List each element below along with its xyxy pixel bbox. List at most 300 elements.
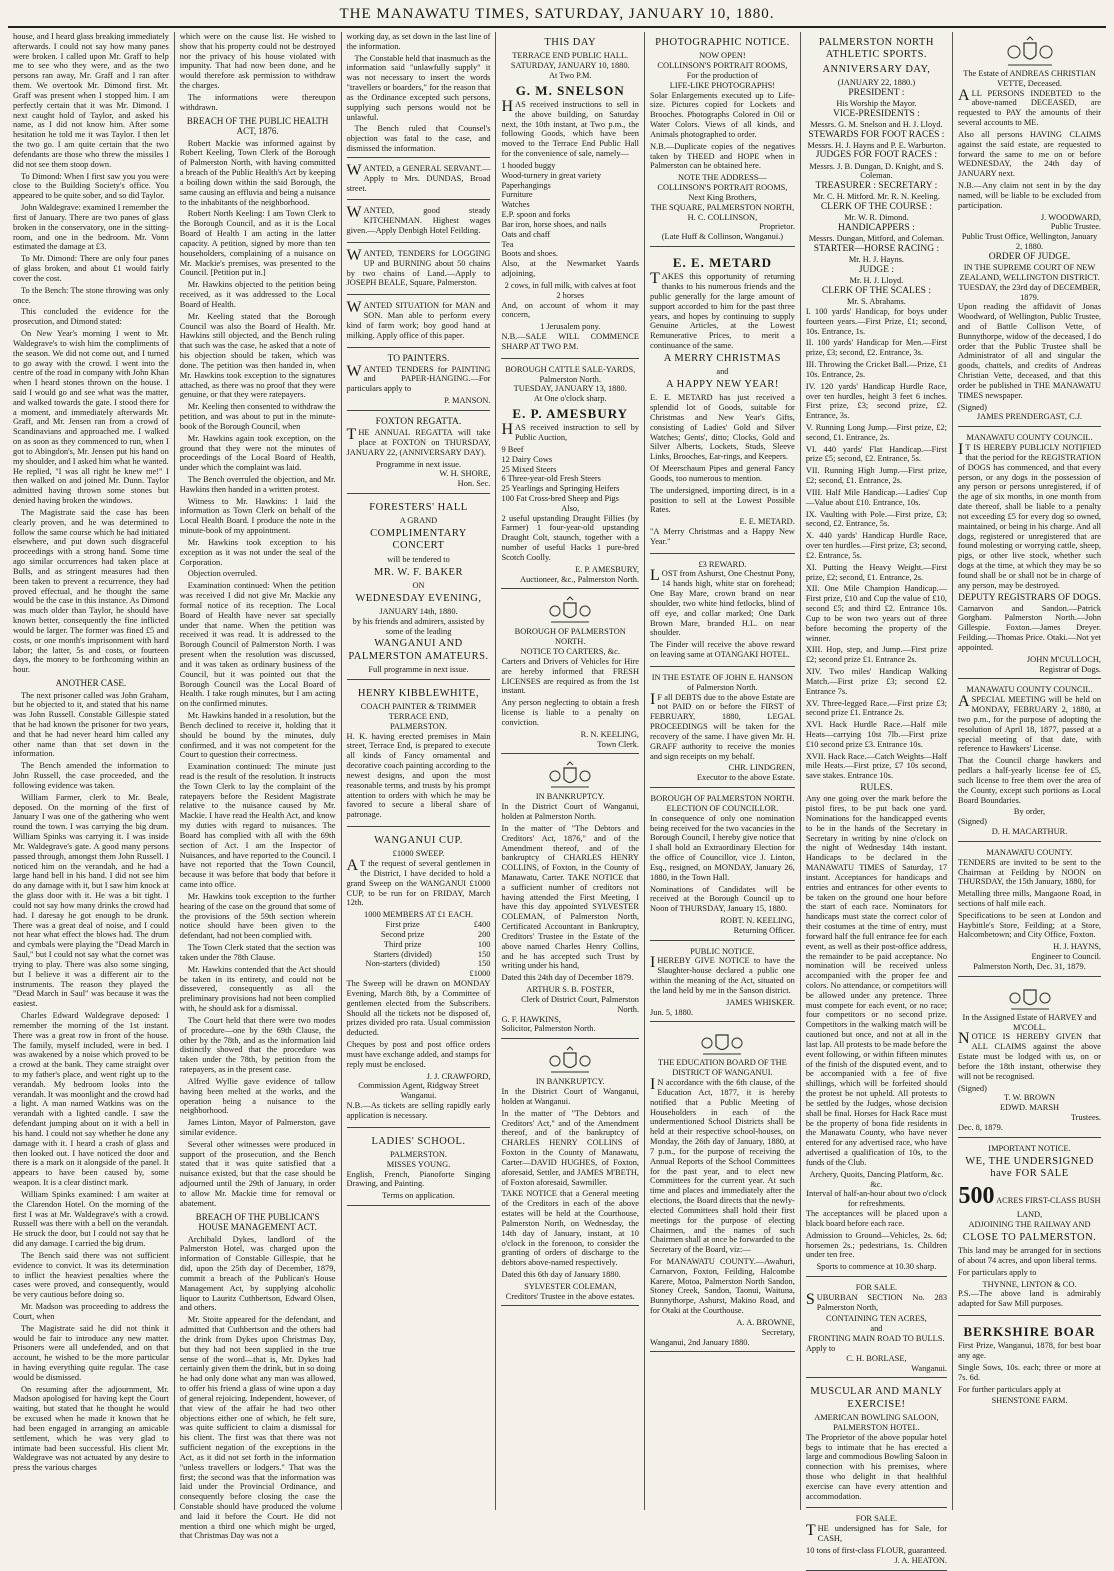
ad-text: IT IS HEREBY PUBLICLY NOTIFIED that the period for the REGISTRATION of DOGS has commenced, and that every person, or any dogs in the possession of any person or persons unregistered, if of the age of six months, in one month from date thereof, shall be liable to a penalty not exceeding £5 for every dog so owned, maintained, or being in his charge. And all dogs, registered or unregistered that are found molesting or worrying cattle, sheep, pigs, or other live stock, whether such dogs at the time, at which they may be so found shall be or shall not be in charge of any person, may be destroyed. — [958, 441, 1102, 590]
ad-signature-role: Hon. Sec. — [457, 479, 491, 489]
ad-title: WANGANUI CUP. — [374, 835, 463, 847]
ad-text: Of Meerschaum Pipes and general Fancy Goods, too numerous to mention. — [650, 464, 795, 483]
ad-text: ADJOINING THE RAILWAY AND — [968, 1220, 1091, 1230]
ad-subtitle: DEPUTY REGISTRARS OF DOGS. — [958, 592, 1101, 603]
event-item: XIII. Hop, step, and Jump.—First prize £2; second prize £1. Entrance 2s. — [805, 645, 948, 665]
ad-signature: E. P. AMESBURY, — [575, 564, 639, 574]
officer-role: JUDGES FOR FOOT RACES : — [815, 150, 938, 161]
ad-text: Apply to — [805, 1343, 836, 1353]
ad-address: PALMERSTON HOTEL. — [833, 1422, 920, 1432]
ad-photographic — [650, 32, 795, 247]
ad-date: Dec. 8, 1879. — [958, 1122, 1003, 1132]
sale-item: Furniture — [501, 190, 533, 200]
article-paragraph: Robert North Keeling: I am Town Clerk to the Borough Council, and as it is the Local Board of Health I am acting in the latter capacity. A petition, signed by more than ten householders, complaining of a nuisance on Mr. Mackie's premises, was presented to the Council. [Petition put in.] — [179, 209, 336, 278]
ad-date: Dated this 24th day of December 1879. — [501, 973, 634, 983]
article-paragraph: Robert Mackie was informed against by Robert Keeling, Town Clerk of the Borough of Palmerston North, with having committed a breach of the Public Health's Act by keeping a boiling down within the said Borough, the same causing an effluvia and being a nuisance to the inhabitants of the neighborhood. — [179, 138, 336, 207]
ad-signature: D. H. MACARTHUR. — [991, 827, 1068, 837]
ad-title: IMPORTANT NOTICE. — [988, 1143, 1071, 1153]
ad-highlight: LIFE-LIKE PHOTOGRAPHS! — [669, 80, 776, 90]
ad-title: The Estate of ANDREAS CHRISTIAN VETTE, Deceased. — [963, 69, 1096, 88]
ad-for-sale-section — [806, 1280, 947, 1378]
ad-berkshire-boar — [958, 1319, 1101, 1410]
ad-bankruptcy-2 — [501, 1042, 639, 1306]
ad-text: In the District Court of Wanganui, holden at Palmerston North. — [501, 802, 639, 822]
ad-text: English, French, Pianoforte Singing Drawing, and Painting. — [346, 1169, 491, 1189]
ad-text: H. K. having erected premises in Main street, Terrace End, is prepared to execute all kinds of Fancy ornamental and decorative coach painting according to the newest designs, and upon the most reasonable terms, and trusts by his prompt attention to orders with which he may be favored to secure a liberal share of patronage. — [346, 731, 491, 820]
article-paragraph: working day, as set down in the last line of the information. — [346, 32, 491, 51]
article-paragraph: Mr. Hawkins took exception to his exception as it was not under the seal of the Corporation. — [179, 537, 336, 567]
ad-athletic-sports — [806, 32, 947, 1277]
article-paragraph: Objection overruled. — [187, 569, 258, 579]
ad-signature: ROBT. N. KEELING, — [720, 915, 795, 925]
event-item: IV. 120 yards' Handicap Hurdle Race, over ten hurdles, height 3 feet 6 inches. First prize, £3; second prize, £2. Entrance, 3s. — [805, 381, 948, 421]
prize-label: First prize — [385, 920, 420, 930]
ad-date: TUESDAY, JANUARY 13, 1880. — [513, 384, 627, 394]
ad-title: FOR SALE. — [855, 1514, 898, 1524]
officer-names: Mr. W. R. Dimond. — [844, 213, 909, 223]
ad-date: TUESDAY, the 23rd day of DECEMBER, 1879. — [958, 282, 1101, 302]
ad-text: Full programme in next issue. — [368, 664, 469, 674]
article-paragraph: The Magistrate said the case has been clearly proven, and he was determined to follow the same course which he had initiated elsewhere, and put down such disgraceful proceedings with a strong hand. Some time ago similar occurrences had taken place at Bulls, and as stringent measures had then been taken to prevent a recurrence, they had proved effectual, and he thought the same would be the case in this instance. As Dimond was much older than Taylor, he should have known better, consequently the fine inflicted would be larger. The former was fined £5 and costs, or one month's imprisonment with hard labor; the latter, 5s and costs, or fourteen days, the money to be forthcoming within an hour. — [13, 507, 169, 675]
ad-text: Sports to commence at 10.30 sharp. — [816, 1262, 937, 1272]
officer-names: His Worship the Mayor. — [836, 98, 917, 108]
event-item: XVI. Hack Hurdle Race.—Half mile Heats—carrying 10st 7lb.—First prize £10 second prize £3. Entrance 10s. — [805, 720, 948, 749]
ad-title: LADIES' SCHOOL. — [371, 1135, 466, 1147]
rules-title: RULES. — [860, 783, 893, 794]
ad-text: Interval of half-an-hour about two o'clock for refreshments. — [806, 1189, 947, 1209]
ad-bankruptcy-1 — [501, 757, 639, 1039]
ad-signature-role: Returning Officer. — [733, 925, 795, 935]
sale-item: Boots and shoes. — [501, 249, 558, 259]
coat-of-arms-icon — [545, 597, 595, 625]
ad-text: (Late Huff & Collinson, Wanganui.) — [661, 232, 784, 242]
ad-wanted-kitchenman — [347, 203, 491, 242]
ad-text: TAKES this opportunity of returning thanks to his numerous friends and the public generally for the large amount of support accorded to him for the past three years, and hopes by continuing to supply Genuine Articles, at the Lowest Remunerative Prices, to merit a continuance of the same. — [650, 270, 795, 351]
ad-address: COLLINSON'S PORTRAIT ROOMS, — [657, 183, 788, 193]
ad-date: Wanganui, 2nd January 1880. — [650, 1337, 750, 1347]
ad-wanted-servant — [347, 161, 491, 200]
ad-painters — [347, 351, 491, 411]
article-paragraph: Examination continued: When the petition was received I did not give Mr. Mackie any formal notice of its reception. The Local Board of Health have never sat specially under that name. When the petition was received it was read. It is addressed to the Borough Council of Palmerston North. I was present when the resolution was discussed, and it was taken as ordinary business of the Council, but it was pointed out that the Borough Council was the Local Board of Health. I take rough minutes, but I am acting on the confirmed minutes. — [179, 581, 336, 709]
ad-title: TO PAINTERS. — [387, 353, 450, 364]
ad-highlight: CLOSE TO PALMERSTON. — [962, 1231, 1097, 1243]
ad-date: (JANUARY 22, 1880.) — [837, 77, 916, 87]
ad-signature: SHENSTONE FARM. — [991, 1396, 1068, 1406]
article-paragraph: John Waldegrave: examined I remember the first of January. There are two panes of glass broken in the conservatory, one in the sitting-room, and one in the bedroom. Mr. Vonn estimated the damage at £3. — [13, 203, 169, 252]
section-heading: BREACH OF THE PUBLIC HEALTH ACT, 1876. — [186, 115, 329, 137]
ad-text: E. E. METARD has just received a splendid lot of Goods, suitable for Christmas and New Year's Gifts, consisting of Ladies' Gold and Silver Watches; Gents', ditto; Clocks, Gold and Silver Alberts, Lockets, Studs, Sleeve Links, Brooches, Ear-rings, and Keepers. — [650, 393, 795, 462]
royal-arms-icon — [1002, 37, 1058, 67]
ad-signature: R. N. KEELING, — [580, 729, 639, 739]
ad-signature: JAMES PRENDERGAST, C.J. — [976, 412, 1083, 422]
ad-text: The acceptances will be placed upon a black board before each race. — [805, 1209, 948, 1228]
ad-foxton-regatta — [347, 414, 491, 494]
ad-signature-role: Town Clerk. — [597, 739, 639, 749]
ad-subtitle: £1000 SWEEP. — [392, 849, 445, 859]
ad-text: Any person neglecting to obtain a fresh license is liable to a penalty on conviction. — [501, 698, 639, 727]
sale-item: Watches — [501, 200, 530, 210]
ad-highlight: A MERRY CHRISTMAS — [663, 352, 782, 364]
ad-text: THE ANNUAL REGATTA will take place at FOXTON on THURSDAY, JANUARY 22, (ANNIVERSARY DAY). — [346, 426, 491, 457]
ad-text: CONTAINING TEN ACRES, — [826, 1314, 927, 1324]
ad-kibblewhite — [347, 683, 491, 827]
ad-text: Carters and Drivers of Vehicles for Hire are hereby informed that FRESH LICENSES are required as from the 1st instant. — [501, 656, 639, 696]
rules-text: Any one going over the mark before the pistol fires, to be put back one yard. Nominations for the handicapped events to be in the hands of the Secretary in Secretary in writing by nine o'clock on the night of Wednesday 14th instant. Handicaps to be declared in the MANAWATU TIMES of Saturday, 17 instant. Acceptances for handicaps and entries and entrances for other events to be taken on the ground one hour before the start of each race. Nominators for handicaps must state the correct color of their costumes at the time of entry, must forward half the full entrance fee for each event, as well as their post-office address, the remainder to be paid acceptance. No nomination will be received unless accompanied with the proper fee and colors. No attendance, or competitors will be allowed under any pretence. Three must compete for each event, or no race; four competitors or no second prize. Competitors in the walking match will be cautioned but once, and not at all in the last lap. All protests to be made before the event following, or within fifteen minutes of the finish of the disputed event, and to be accompanied with a fee of five shillings, which will be forfeited should the protest be not upheld. All protests to be settled by the Judges, whose decision shall be final. Horses for Hack Race must be the property of bona fide residents in the Manawatu County, who have never entered for any advertised race, who have advertised a qualification of 10s, to the funds of the Club. — [805, 794, 948, 1167]
article-paragraph: The Magistrate said he did not think it would be fair to introduce any new matter. Prisoners were all undefended, and on that account, he wished to be the more particular in having everything quite regular. The case would be dismissed. — [13, 1323, 169, 1382]
prize-label: Third prize — [383, 939, 422, 949]
ad-foresters-hall — [347, 497, 491, 680]
ad-text: IN THE SUPREME COURT OF NEW ZEALAND, WELLINGTON DISTRICT. — [959, 263, 1100, 282]
event-item: X. 440 yards' Handicap Hurdle Race, over ten hurdles.—First prize, £3; second, £2. Entrance, 5s. — [805, 531, 948, 560]
ad-wanganui-cup — [347, 830, 491, 1128]
ad-title: PALMERSTON NORTH ATHLETIC SPORTS. — [818, 37, 934, 61]
officer-names: Mr. H. J. Hayns. — [848, 255, 904, 265]
ad-signature-role: Secretary, — [761, 1327, 795, 1337]
column-6 — [801, 32, 953, 1565]
sale-item: 100 Fat Cross-bred Sheep and Pigs — [501, 493, 619, 503]
ad-text: Nominations of Candidates will be received at the Borough Council up to Noon of THURSDAY, January 15, 1880. — [650, 884, 795, 914]
sale-item: E.P. spoon and forks — [501, 210, 571, 220]
ad-title: FOXTON REGATTA. — [375, 416, 462, 427]
ad-text: FRONTING MAIN ROAD TO BULLS. — [808, 1334, 945, 1344]
ad-text: ON — [412, 580, 425, 590]
article-paragraph: The Bench ruled that Counsel's objection was fatal to the case, and dismissed the information. — [346, 124, 491, 154]
column-7 — [953, 32, 1106, 1510]
ad-text: Specifications to be seen at London and Haybittle's Store, Feilding; at a Store, Halcombetown; and City Office, Foxton. — [958, 910, 1102, 940]
article-paragraph: Mr. Keeling stated that the Borough Council was also the Board of Health. Mr. Hawkins still objected, and the Bench ruling that such was the case, he asked that a note of his objection should be taken, which was done. The petition was then handed in, when Mr. Hawkins took exception to the signatures attached, as there was no proof that they were genuine, or that they were ratepayers. — [179, 311, 336, 400]
column-3 — [342, 32, 497, 1510]
ad-text: "A Merry Christmas and a Happy New Year." — [650, 527, 795, 546]
prize-label: Non-starters (divided) — [365, 959, 440, 969]
acreage — [958, 1182, 1101, 1220]
ad-signature-role: Auctioneer, &c., Palmerston North. — [520, 574, 639, 584]
ad-text: For the production of — [686, 70, 759, 80]
royal-arms-icon — [1005, 985, 1055, 1011]
ad-vette-estate — [958, 32, 1101, 427]
event-item: I. 100 yards' Handicap, for boys under fourteen years.—First Prize, £1; second, 10s. Entrance, 1s. — [805, 306, 948, 336]
event-item: XVII. Hack Race.—Catch Weights—Half mile Heats.—First prize, £7 10s second, save stakes. Entrance 10s. — [805, 751, 948, 781]
event-item: VIII. Half Mile Handicap.—Ladies' Cup—Value about £10. Entrance, 10s. — [805, 487, 948, 507]
event-item: XIV. Two miles' Handicap Walking Match.—First prize £3; second £2. Entrance 7s. — [805, 667, 948, 696]
ad-title: FORESTERS' HALL — [369, 502, 468, 514]
event-item: V. Running Long Jump.—First prize, £2; second, £1. Entrance, 2s. — [805, 422, 948, 442]
article-paragraph: Examination continued: The minute just read is the result of the resolution. It instructs the Town Clerk to lay the complaint of the ratepayers before the Resident Magistrate relative to the nuisance caused by Mr. Mackie. I have read the Health Act, and know my duties with regard to nuisances. The Board has complied with all with the 69th section of Act. I am the Inspector of Nuisances, and have reported to the Council. I have not reported that the Town Council, because it was before that body that before it came into office. — [179, 762, 336, 890]
article-paragraph: house, and I heard glass breaking immediately afterwards. I could not say how many panes were broken. I called upon Mr. Graff to help me to see who they were, and as the two persons ran away, Mr. Graff and I ran after them. We overtook Mr. Dimond first. Mr. Graff was present when I stopped him. I am perfectly certain that it was Mr. Dimond. I next caught hold of Taylor, and asked his name, as I did not know him. After some hesitation he told me it was Taylor. I then let the two go. I am quite certain that the two defendants are those who threw the missiles I did not see them stoop down. — [13, 32, 169, 169]
ad-date: Jun. 5, 1880. — [650, 1007, 694, 1017]
prize-row — [347, 920, 491, 930]
ad-date: WEDNESDAY EVENING, — [355, 592, 482, 604]
ad-address: PALMERSTON. — [389, 721, 447, 731]
article-paragraph: On New Year's morning I went to Mr. Waldegrave's to wish him the compliments of the season. We did not come out, and I turned to go away with the crowd. I went into the centre of the road in company with John Khan when I heard stones thrown on the house. I said I would go and see what was the matter, and walked towards the gate. I stood there for a moment, and immediately afterwards Mr. Graff, and Mr. Jensen ran from a crowd of Scandinavians and approached me. I walked on as soon as they commenced to run, when I got to Abingdon's, Mr. Jensen put his hand on my shoulder, and I asked him what he wanted. He replied, "I was all right he knew me!" I then walked on and joined Mr. Dunn. Taylor admitted having thrown some stones but denied having broken the windows. — [13, 329, 169, 506]
acreage-number: 500 — [958, 1183, 995, 1210]
prize-value: 100 — [477, 939, 491, 949]
ad-text: This land may be arranged for in sections of about 74 acres, and upon liberal terms. — [958, 1246, 1102, 1265]
officer-names: Messrs. G. M. Snelson and H. J. Lloyd. — [810, 119, 943, 129]
column-1 — [8, 32, 175, 1510]
ad-signature-role: Registrar of Dogs. — [1039, 664, 1102, 674]
event-item: III. Throwing the Cricket Ball.—Prize, £1 10s. Entrance, 2s. — [805, 360, 948, 379]
ad-ladies-school — [347, 1131, 491, 1206]
ad-reward — [650, 557, 795, 667]
column-2 — [175, 32, 342, 1541]
prize-value: 150 — [477, 949, 491, 959]
ad-title: IN BANKRUPTCY. — [535, 792, 605, 802]
ad-text: The undersigned, importing direct, is in a position to sell at the Lowest Possible Rates. — [650, 485, 795, 515]
ad-signature-role: Solicitor, Palmerston North. — [501, 1024, 596, 1034]
ad-text: IN accordance with the 6th clause, of the Education Act, 1877, it is hereby notified that a Public Meeting of Householders in each of the undermentioned School Districts shall be held at their respective school-houses, on Monday, the 26th day of January, 1880, at 7 p.m., for the purpose of receiving the Annual Reports of the School Committees for the past year, and to elect new Committees for the current year. At such time and places and immediately after the elections, the Board directs that the newly-elected Committees shall hold their first meetings for the purpose of electing Chairmen, and the names of such Chairmen shall at once be forwarded to the Secretary of the Board, viz:— — [650, 1076, 795, 1255]
sale-item: Wood-turnery in great variety — [501, 170, 602, 180]
ad-text: Also, at the Newmarket Yaards adjoining, — [501, 259, 639, 279]
ad-signature: W. H. SHORE, — [439, 469, 491, 479]
ad-text: COMPLIMENTARY CONCERT — [370, 528, 467, 552]
section-heading: ANOTHER CASE. — [55, 678, 127, 688]
ad-text: For particulars apply to — [958, 1267, 1037, 1277]
ad-signature: G. F. HAWKINS, — [501, 1014, 561, 1024]
ad-subtitle: ELECTION OF COUNCILLOR. — [666, 803, 779, 813]
ad-text: A GRAND — [399, 516, 438, 526]
article-paragraph: The informations were thereupon withdrawn. — [179, 92, 336, 112]
ad-text: And, on account of whom it may concern, — [501, 300, 639, 320]
prize-label — [347, 969, 459, 979]
ad-text: Single Sows, 10s. each; three or more at 7s. 6d. — [958, 1362, 1102, 1382]
officer-names: Messrs. H. J. Hayns and P. E. Warburton. — [807, 140, 946, 150]
prize-row — [347, 930, 491, 940]
ad-text: HAS received instruction to sell by Public Auction, — [501, 421, 639, 443]
article-paragraph: The Bench said there was not sufficient evidence to convict. It was its determination to inflict the heaviest penalties where the cases were proved, and consequently, would be very cautious before doing so. — [13, 1250, 169, 1300]
ad-signature: CHR. LINDGREN, — [728, 763, 795, 773]
ad-signature-role: Public Trustee. — [1050, 222, 1102, 232]
ad-title: E. E. METARD — [672, 255, 772, 271]
sale-item: Tea — [501, 239, 514, 249]
ad-title: PHOTOGRAPHIC NOTICE. — [655, 37, 790, 48]
ad-text: ASPECIAL MEETING will be held on MONDAY, FEBRUARY 2, 1880, at two p.m., for the purpose of adopting the resolution of April 18, 1877, passed at a special meeting of that date, with reference to Hawkers' License. — [958, 693, 1102, 754]
officer-role: JUDGE : — [858, 265, 894, 275]
ad-title: HENRY KIBBLEWHITE, — [357, 687, 480, 699]
ad-dog-registration — [958, 430, 1101, 679]
ad-signature: JAMES WHISKER. — [726, 997, 795, 1007]
ad-education-board — [650, 1025, 795, 1352]
article-paragraph: James Linton, Mayor of Palmerston, gave similar evidence. — [179, 1118, 336, 1137]
ad-wanted-tenders — [347, 246, 491, 295]
ad-public-notice — [650, 944, 795, 1023]
sale-item: 6 Three-year-old Fresh Steers — [501, 474, 601, 484]
ad-county-council — [958, 682, 1101, 841]
auctioneer-name: E. P. AMESBURY — [512, 405, 629, 421]
article-paragraph: The Bench amended the information to John Russell, the case proceeded, and the following evidence was taken. — [13, 761, 169, 790]
ad-text: Cheques by post and post office orders must have exchange added, and stamps for reply must be enclosed. — [346, 1040, 491, 1069]
article-paragraph: The next prisoner called was John Graham, but he objected to it, and stated that his name was John Russell. Constable Gillespie stated that he had known the prisoner for two years, and that he had never heard him called any other name than that set down in the information. — [13, 690, 169, 759]
royal-arms-icon — [697, 1030, 747, 1056]
ad-address: Public Trust Office, Wellington, January 2, 1880. — [961, 232, 1098, 252]
acreage-label: ACRES FIRST-CLASS BUSH LAND, — [996, 1196, 1101, 1220]
ad-title: THE EDUCATION BOARD OF THE DISTRICT OF WANGANUI. — [658, 1058, 787, 1078]
ad-time: At Two P.M. — [548, 70, 592, 80]
ad-text: WANTED, good steady KITCHENMAN. Highest wages given.—Apply Denbigh Hotel Feilding. — [346, 204, 491, 236]
sale-item: 2 cows, in full milk, with calves at foot — [504, 280, 636, 290]
ad-title: In the Assigned Estate of HARVEY and M'COLL. — [962, 1012, 1097, 1032]
ad-signature: P. MANSON. — [444, 396, 491, 406]
officer-names: Mr. H. J. Lloyd. — [849, 276, 904, 286]
ad-text: For further particulars apply at — [958, 1384, 1061, 1394]
article-paragraph: Mr. Hawkins contended that the Act should be taken in its entirety, and could not be dissevered, consequently as all the preliminary provisions had not been complied with, he should ask for a dismissal. — [179, 964, 336, 1014]
prize-row — [347, 969, 491, 979]
ad-signature: SYLVESTER COLEMAN, — [524, 1281, 617, 1291]
officer-role: VICE-PRESIDENTS : — [833, 108, 920, 119]
ad-text: 1000 MEMBERS AT £1 EACH. — [364, 910, 473, 920]
ad-signature-role: Wanganui. — [911, 1363, 948, 1373]
article-paragraph: Several other witnesses were produced in support of the prosecution, and the Bench stated that it was quite satisfied that a nuisance existed, but that the case should be adjourned until the 29th of January, in order to allow Mr. Mackie time for removal or abatement. — [179, 1139, 336, 1208]
ad-county-tenders — [958, 845, 1101, 977]
ad-title: THIS DAY — [544, 37, 597, 48]
prize-label: Starters (divided) — [373, 949, 432, 959]
ad-text: In the District Court of Wanganui, holden at Wanganui. — [501, 1087, 639, 1106]
ad-text: IHEREBY GIVE NOTICE to have the Slaughter-house declared a public one within the meaning of the Act, situated on the land held by me in the Sanson district. — [650, 954, 795, 995]
ad-amesbury-sale — [501, 362, 639, 590]
ad-wanted-situation — [347, 298, 491, 347]
ad-text: N.B.—As tickets are selling rapidly early application is necessary. — [346, 1101, 491, 1120]
article-paragraph: Mr. Hawkins objected to the petition being received, as it was addressed to the Local Board of Health. — [179, 280, 336, 309]
ad-title: MANAWATU COUNTY COUNCIL. — [966, 685, 1093, 695]
ad-subtitle: ORDER OF JUDGE. — [988, 251, 1071, 262]
ad-title: MUSCULAR AND MANLY EXERCISE! — [810, 1386, 943, 1410]
ad-signature-role: Executor to the above Estate. — [696, 773, 795, 783]
prize-value: 150 — [477, 959, 491, 969]
article-paragraph: Charles Edward Waldegrave deposed: I remember the morning of the 1st instant. There was a great row in front of the house. The family, myself included, were in bed. I was awakened by a noise which proved to be a crowd at the bank. They came straight over to my father's place, and went right up to the verandah. My bedroom looks into the verandah. It was moonlight and the crowd had a light. A man named Watkins was on the verandah with a lighted candle. I saw the defendant jumping about on it with a bell in his hand. I could not say whether he done any damage with it. I heard a crash of glass and then looked out. I have noticed the door and there is a mark on it alongside of the panel. It appears to have been caused by, some weapon. It is a clear distinct mark. — [13, 1011, 169, 1188]
ad-signature: J. WOODWARD, — [1040, 212, 1102, 222]
ad-address: PALMERSTON. — [389, 1149, 447, 1159]
prize-value: 200 — [477, 929, 491, 939]
sale-item: 12 Dairy Cows — [501, 454, 553, 464]
article-paragraph: To the Bench: The stone throwing was only once. — [13, 285, 169, 305]
ad-title: IN THE ESTATE OF JOHN E. HANSON of Palmerston North. — [651, 672, 794, 692]
ad-election — [650, 791, 795, 941]
ad-address: Commission Agent, Ridgway Street Wanganui. — [358, 1081, 479, 1101]
article-paragraph: which were on the cause list. He wished to show that his property could not be destroyed nor the privacy of his house violated with impunity. That had now been done, and he would therefore ask permission to withdraw the charges. — [179, 32, 336, 91]
ad-borough-carters — [501, 592, 639, 754]
ad-signature-role: Proprietor. — [759, 222, 795, 232]
article-paragraph: The Constable held that inasmuch as the information said "unlawfully supply" it was not necessary to insert the words "travellers or boarders," for the reason that as the Ordinance excepted such persons, supplying such persons would not be unlawful. — [346, 53, 491, 122]
article-paragraph: William Farmer, clerk to Mr. Beale, deposed. On the morning of the first of January I was one of the gathering who went round the town. I was carrying the big drum. William Spinks was carrying it. I was inside Mr. Waldegrave's gate. A good many persons passed through, amongst them John Russell. I noticed him on the verandah, and he had a large hand bell in his hand. I did not see him do any damage with it, but I saw him knock at the glass door with it. He was a bit tight. I could not say how many drinks the crowd had had. I daresay he got enough to be drunk. There was a great deal of noise, and I could not hear what effect the blows had. The drum and cymbals were playing the "Dead March in Saul," but I could not say what the cornet was trying to play. There was also some singing, but I believe it was a different air to the instruments. The reason they played the "Dead March in Saul" was because it was the easiest. — [13, 792, 169, 1009]
ad-text: Carnarvon and Sandon.—Patrick Gorgham. Palmerston North.—John Gillespie. Foxton.—James Dreyer. Feilding.—Thomas Price. Otaki.—Not yet appointed. — [958, 603, 1102, 652]
ad-text: In consequence of only one nomination being received for the two vacancies in the Borough Council, I hereby give notice that I shall hold an Extraordinary Election for the office of Councillor, vice J. Linton, Esq., resigned, on MONDAY, January 26, 1880, in the Town Hall. — [650, 813, 795, 882]
event-item: IX. Vaulting with Pole.—First prize, £3; second, £2. Entrance, 5s. — [805, 509, 948, 529]
event-item: XV. Three-legged Race.—First prize £3; second prize £1. Entrance 2s. — [805, 698, 948, 718]
ad-title: BOROUGH OF PALMERSTON NORTH. — [650, 794, 795, 804]
ad-signature: H. J. HAYNS, — [1053, 942, 1102, 952]
ad-time: At One o'clock sharp. — [533, 394, 607, 404]
ad-text: Also, — [561, 503, 580, 513]
ad-text: P.S.—The above land is admirably adapted for Saw Mill purposes. — [958, 1289, 1102, 1309]
ad-text: by his friends and admirers, assisted by some of the leading — [352, 616, 485, 636]
article-paragraph: To Mr. Dimond: There are only four panes of glass broken, and about £1 would fairly cover the cost. — [13, 254, 169, 283]
prize-value: £400 — [473, 920, 491, 930]
article-paragraph: Mr. Hawkins took exception to the further hearing of the case on the ground that some of the provisions of the 59th section wherein notice should have been given to the defendant, had not been complied with. — [179, 891, 336, 941]
prize-row — [347, 950, 491, 960]
ad-text: NOTICE IS HEREBY GIVEN that ALL CLAIMS against the above Estate must be lodged with us, on or before the 18th instant, otherwise they will not be recognised. — [958, 1030, 1102, 1081]
ad-highlight: MR. W. F. BAKER — [374, 566, 463, 578]
ad-hanson-estate — [650, 670, 795, 788]
ad-signature: E. E. METARD. — [739, 517, 795, 527]
ad-address: TERRACE END, — [388, 711, 449, 721]
ad-text: Terms on application. — [382, 1191, 455, 1201]
article-paragraph: Mr. Keeling then consented to withdraw the petition, and was about to put in the minute-book of the Borough Council, when — [179, 402, 336, 431]
divider — [347, 157, 491, 158]
ad-subtitle: ANNIVERSARY DAY, — [822, 63, 931, 75]
ad-text: For MANAWATU COUNTY.—Awahuri, Carnarvon, Foxton, Feilding, Halcombe Karere, Motoa, Palmerston North Sandon, Stoney Creek, Sandon, Taonui, Waituna, Bunnythorpe, Ashurst, Makino Road, and for Otaki at the Courthouse. — [650, 1257, 795, 1316]
event-item: VII. Running High Jump.—First prize, £2; second, £1. Entrance, 2s. — [805, 466, 948, 486]
officer-names: Mr. S. Abrahams. — [846, 297, 906, 307]
ad-text: The Proprietor of the above popular hotel begs to intimate that he has erected a large and commodious Bowling Saloon in connection with his premises, where those who delight in that healthful exercise can have every attention and accommodation. — [805, 1432, 948, 1501]
sale-item: Paperhangings — [501, 180, 551, 190]
ad-address: NOTE THE ADDRESS— — [678, 173, 767, 183]
prize-row — [347, 959, 491, 969]
ad-bowling-saloon — [806, 1381, 947, 1508]
ad-title: MANAWATU COUNTY COUNCIL. — [966, 433, 1093, 443]
officer-role: CLERK OF THE SCALES : — [821, 285, 931, 296]
sale-item: 25 Yearlings and Springing Heifers — [501, 484, 620, 494]
ad-text: Admission to Ground—Vehicles, 2s. 6d; horsemen 2s.; pedestrians, 1s. Children under ten free. — [805, 1230, 948, 1260]
ad-title: £3 REWARD. — [698, 559, 747, 569]
ad-text: HAS received instructions to sell in the above building, on Saturday next, the 10th instant, at Two p.m., the following Goods, which have been moved to the Terrace End Public Hall for the convenience of sale, namely— — [501, 97, 639, 159]
ad-signature: H. C. COLLINSON, — [687, 212, 758, 222]
ad-text: N.B.—Any claim not sent in by the day named, will be liable to be excluded from participation. — [958, 181, 1102, 210]
ad-signature: A. A. BROWNE, — [736, 1317, 795, 1327]
ad-text: WANTED TENDERS for PAINTING and PAPER-HANGING.—For particulars apply to — [346, 362, 491, 394]
ad-address: THE SQUARE, PALMERSTON NORTH, — [650, 202, 795, 212]
ad-text: N.B.—SALE WILL COMMENCE SHARP AT TWO P.M. — [501, 332, 639, 351]
ad-signature: EDWD. MARSH — [999, 1103, 1060, 1113]
ad-text: (Signed) — [958, 1083, 987, 1093]
article-paragraph: William Spinks examined: I am waiter at the Clarendon Hotel. On the morning of the first I was at Mr. Waldegrave's with a crowd. Russell was there with a bell on the verandah. He struck the door, but I could not say that he did any damage. I carried the big drum. — [13, 1189, 169, 1249]
ad-address: Palmerston North. — [539, 374, 601, 384]
ad-snelson-sale — [501, 32, 639, 359]
ad-date: SATURDAY, JANUARY 10, 1880. — [510, 61, 630, 71]
ad-text: The Sweep will be drawn on MONDAY Evening, March 8th, by a Committee of gentlemen elected from the Subscribers. Should all the tickets not be disposed of, prizes divided pro rata. Usual commission deducted. — [346, 979, 491, 1038]
officer-names: Messrs. J. B. Dungan, D. Knight, and S. Coleman. — [809, 161, 944, 181]
ad-text: ALL PERSONS INDEBTED to the above-named DECEASED, are requested to PAY the amounts of their several accounts to ME. — [958, 86, 1102, 128]
ad-date: JANUARY 14th, 1880. — [379, 606, 458, 616]
column-4 — [496, 32, 645, 1510]
ad-title: BOROUGH CATTLE SALE-YARDS, — [505, 364, 636, 374]
article-paragraph: Mr. Hawkins handed in a resolution, but the Bench declined to receive it, holding that it should be bound by the minutes, duly confirmed, and it was not competent for the Court to question their correctness. — [179, 711, 336, 760]
columns — [8, 32, 1106, 1565]
officer-role: TREASURER : SECRETARY : — [815, 181, 938, 192]
ad-signature: JOHN M'CULLOCH, — [1026, 654, 1102, 664]
article-paragraph: The Court held that there were two modes of procedure—one by the 69th Clause, the other by the 78th, and as the information laid distinctly showed that the procedure was taken under the 78th, by petition from the ratepayers, as in the present case. — [179, 1015, 336, 1075]
event-item: XII. One Mile Champion Handicap.—First prize, £10 and Cup the value of £10, second £5; and third £2. Entrance 10s. Cup to be won two years out of three before becoming the property of the winner. — [805, 584, 948, 643]
sale-item: Oats and chaff — [501, 229, 551, 239]
royal-arms-icon — [545, 1047, 595, 1075]
ad-text: In the matter of "The Debtors and Creditors' Act, 1876," and of the Amendment thereof, and of the bankruptcy of CHARLES HENRY COLLINS, of Foxton, in the County of Manawatu, Carter. TAKE NOTICE that a sufficient number of creditors not having attended the First Meeting, I have this day appointed SYLVESTER COLEMAN, of Palmerston North, Certificated Accountant in Bankruptcy, Creditors' Trustee in the Estate of the above named Charles Henry Collins, and he has accepted such Trust by writing under his hand, — [501, 823, 639, 971]
ad-subtitle: AMERICAN BOWLING SALOON, — [814, 1413, 939, 1423]
article-paragraph: On resuming after the adjournment, Mr. Madson apologised for having kept the Court waiting, but stated that he thought he would be excused when he made it known that he had been engaged in arranging an amicable settlement, which he was very glad to intimate had been successful. His client Mr. Waldegrave was not actuated by any desire to press the various charges — [13, 1384, 169, 1473]
article-paragraph: The Bench overruled the objection, and Mr. Hawkins then handed in a written protest. — [179, 474, 336, 494]
ad-title: PUBLIC NOTICE. — [690, 946, 755, 956]
prize-row — [347, 940, 491, 950]
event-item: XI. Putting the Heavy Weight.—First prize, £2; second, £1. Entrance, 2s. — [805, 562, 948, 582]
officer-role: STARTER—HORSE RACING : — [813, 244, 940, 255]
article-paragraph: Witness to Mr. Hawkins: I laid the information as Town Clerk on behalf of the Local Health Board. I produce the note in the minute-book of my appointment. — [179, 496, 336, 536]
ad-text: Archery, Quoits, Dancing Platform, &c. &c. — [809, 1169, 944, 1189]
ad-for-sale-flour — [806, 1511, 947, 1570]
ad-text: 10 tons of first-class FLOUR, guaranteed. — [806, 1545, 947, 1555]
section-heading: BREACH OF THE PUBLICAN'S HOUSE MANAGEMENT ACT. — [195, 1211, 320, 1233]
ad-text: Metalling three mills, Mangaone Road, in sections of half mile each. — [958, 889, 1102, 908]
ad-subtitle: COACH PAINTER & TRIMMER — [360, 702, 477, 712]
ad-text: AT the request of several gentlemen in the District, I have decided to hold a grand Sweep on the WANGANUI £1000 CUP, to be run for on FRIDAY, March 12th. — [346, 857, 491, 908]
ad-title: MANAWATU COUNTY. — [986, 847, 1073, 857]
ad-title: IN BANKRUPTCY. — [535, 1077, 605, 1087]
